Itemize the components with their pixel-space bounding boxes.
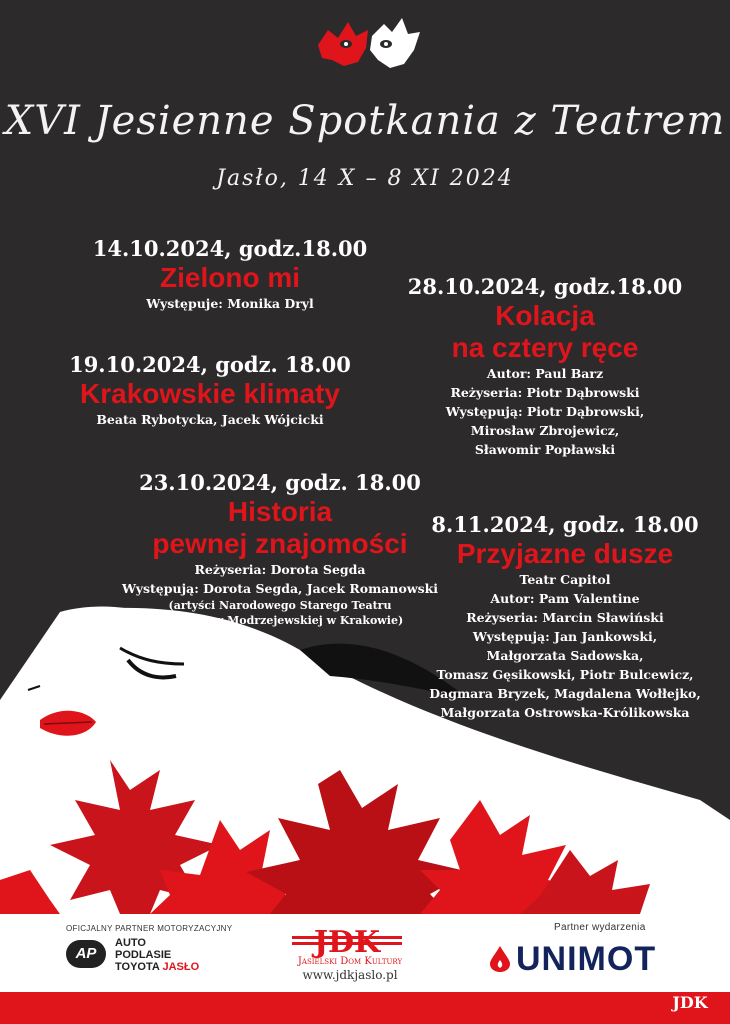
event-note: (artyści Narodowego Starego Teatru xyxy=(168,599,392,612)
festival-dates: Jasło, 14 X – 8 XI 2024 xyxy=(216,166,514,191)
event-name-line1: Historia xyxy=(227,496,333,527)
unimot-logo: UNIMOT xyxy=(516,940,657,978)
auto-podlasie-logo: AP xyxy=(66,940,106,968)
jdk-name: Jasielski Dom Kultury xyxy=(297,956,403,967)
event-przyjazne-dusze xyxy=(400,512,730,722)
event-line: Reżyseria: Dorota Segda xyxy=(194,562,366,577)
event-date: 19.10.2024, godz. 18.00 xyxy=(69,352,351,377)
ap-line1: AUTO xyxy=(115,937,146,949)
event-name-line2: na cztery ręce xyxy=(451,332,639,363)
bottom-red-strip xyxy=(0,992,730,1024)
leaf-mask-red-icon xyxy=(318,22,368,66)
unimot-drop-icon xyxy=(490,946,510,972)
event-line: Reżyseria: Piotr Dąbrowski xyxy=(450,385,640,400)
event-name: Przyjazne dusze xyxy=(456,538,674,569)
auto-podlasie-name xyxy=(115,937,199,973)
event-note: im. Heleny Modrzejewskiej w Krakowie) xyxy=(156,614,404,627)
event-partner-caption: Partner wydarzenia xyxy=(554,922,646,933)
event-name-line2: pewnej znajomości xyxy=(152,528,408,559)
event-line: Występują: Jan Jankowski, xyxy=(472,629,658,644)
event-date: 8.11.2024, godz. 18.00 xyxy=(431,512,699,537)
event-line: Beata Rybotycka, Jacek Wójcicki xyxy=(96,412,324,427)
corner-jdk-logo xyxy=(662,988,718,1016)
event-line: Małgorzata Sadowska, xyxy=(486,648,644,663)
event-line: Dagmara Bryzek, Magdalena Wołłejko, xyxy=(429,686,701,701)
event-line: Sławomir Popławski xyxy=(474,442,616,457)
event-line: Teatr Capitol xyxy=(519,572,611,587)
event-line: Występują: Piotr Dąbrowski, xyxy=(445,404,645,419)
event-date: 28.10.2024, godz.18.00 xyxy=(407,274,683,299)
corner-jdk-mark: JDK xyxy=(672,993,708,1012)
event-line: Reżyseria: Marcin Sławiński xyxy=(466,610,664,625)
event-name-line1: Kolacja xyxy=(495,300,595,331)
festival-title: XVI Jesienne Spotkania z Teatrem xyxy=(4,98,726,144)
event-name: Zielono mi xyxy=(160,262,300,293)
jdk-url: www.jdkjaslo.pl xyxy=(302,968,398,982)
event-line: Występuje: Monika Dryl xyxy=(146,296,314,311)
event-line: Małgorzata Ostrowska-Królikowska xyxy=(440,705,690,720)
event-zielono-mi xyxy=(60,236,400,313)
moto-partner-caption: OFICJALNY PARTNER MOTORYZACYJNY xyxy=(66,924,233,933)
event-line: Autor: Pam Valentine xyxy=(490,591,640,606)
event-date: 14.10.2024, godz.18.00 xyxy=(92,236,368,261)
event-date: 23.10.2024, godz. 18.00 xyxy=(139,470,421,495)
event-line: Tomasz Gęsikowski, Piotr Bulcewicz, xyxy=(436,667,694,682)
ap-line2: PODLASIE xyxy=(115,949,172,961)
jdk-mark: JDK xyxy=(313,925,381,958)
event-name: Krakowskie klimaty xyxy=(80,378,340,409)
event-line: Mirosław Zbrojewicz, xyxy=(470,423,620,438)
event-krakowskie-klimaty xyxy=(40,352,380,429)
event-line: Autor: Paul Barz xyxy=(486,366,604,381)
jdk-logo-icon xyxy=(292,922,402,958)
ap-line3: TOYOTA JASŁO xyxy=(115,961,200,973)
event-line: Występują: Dorota Segda, Jacek Romanowski xyxy=(121,581,439,596)
event-kolacja-na-cztery-rece xyxy=(380,274,710,459)
leaf-mask-white-icon xyxy=(370,18,420,68)
